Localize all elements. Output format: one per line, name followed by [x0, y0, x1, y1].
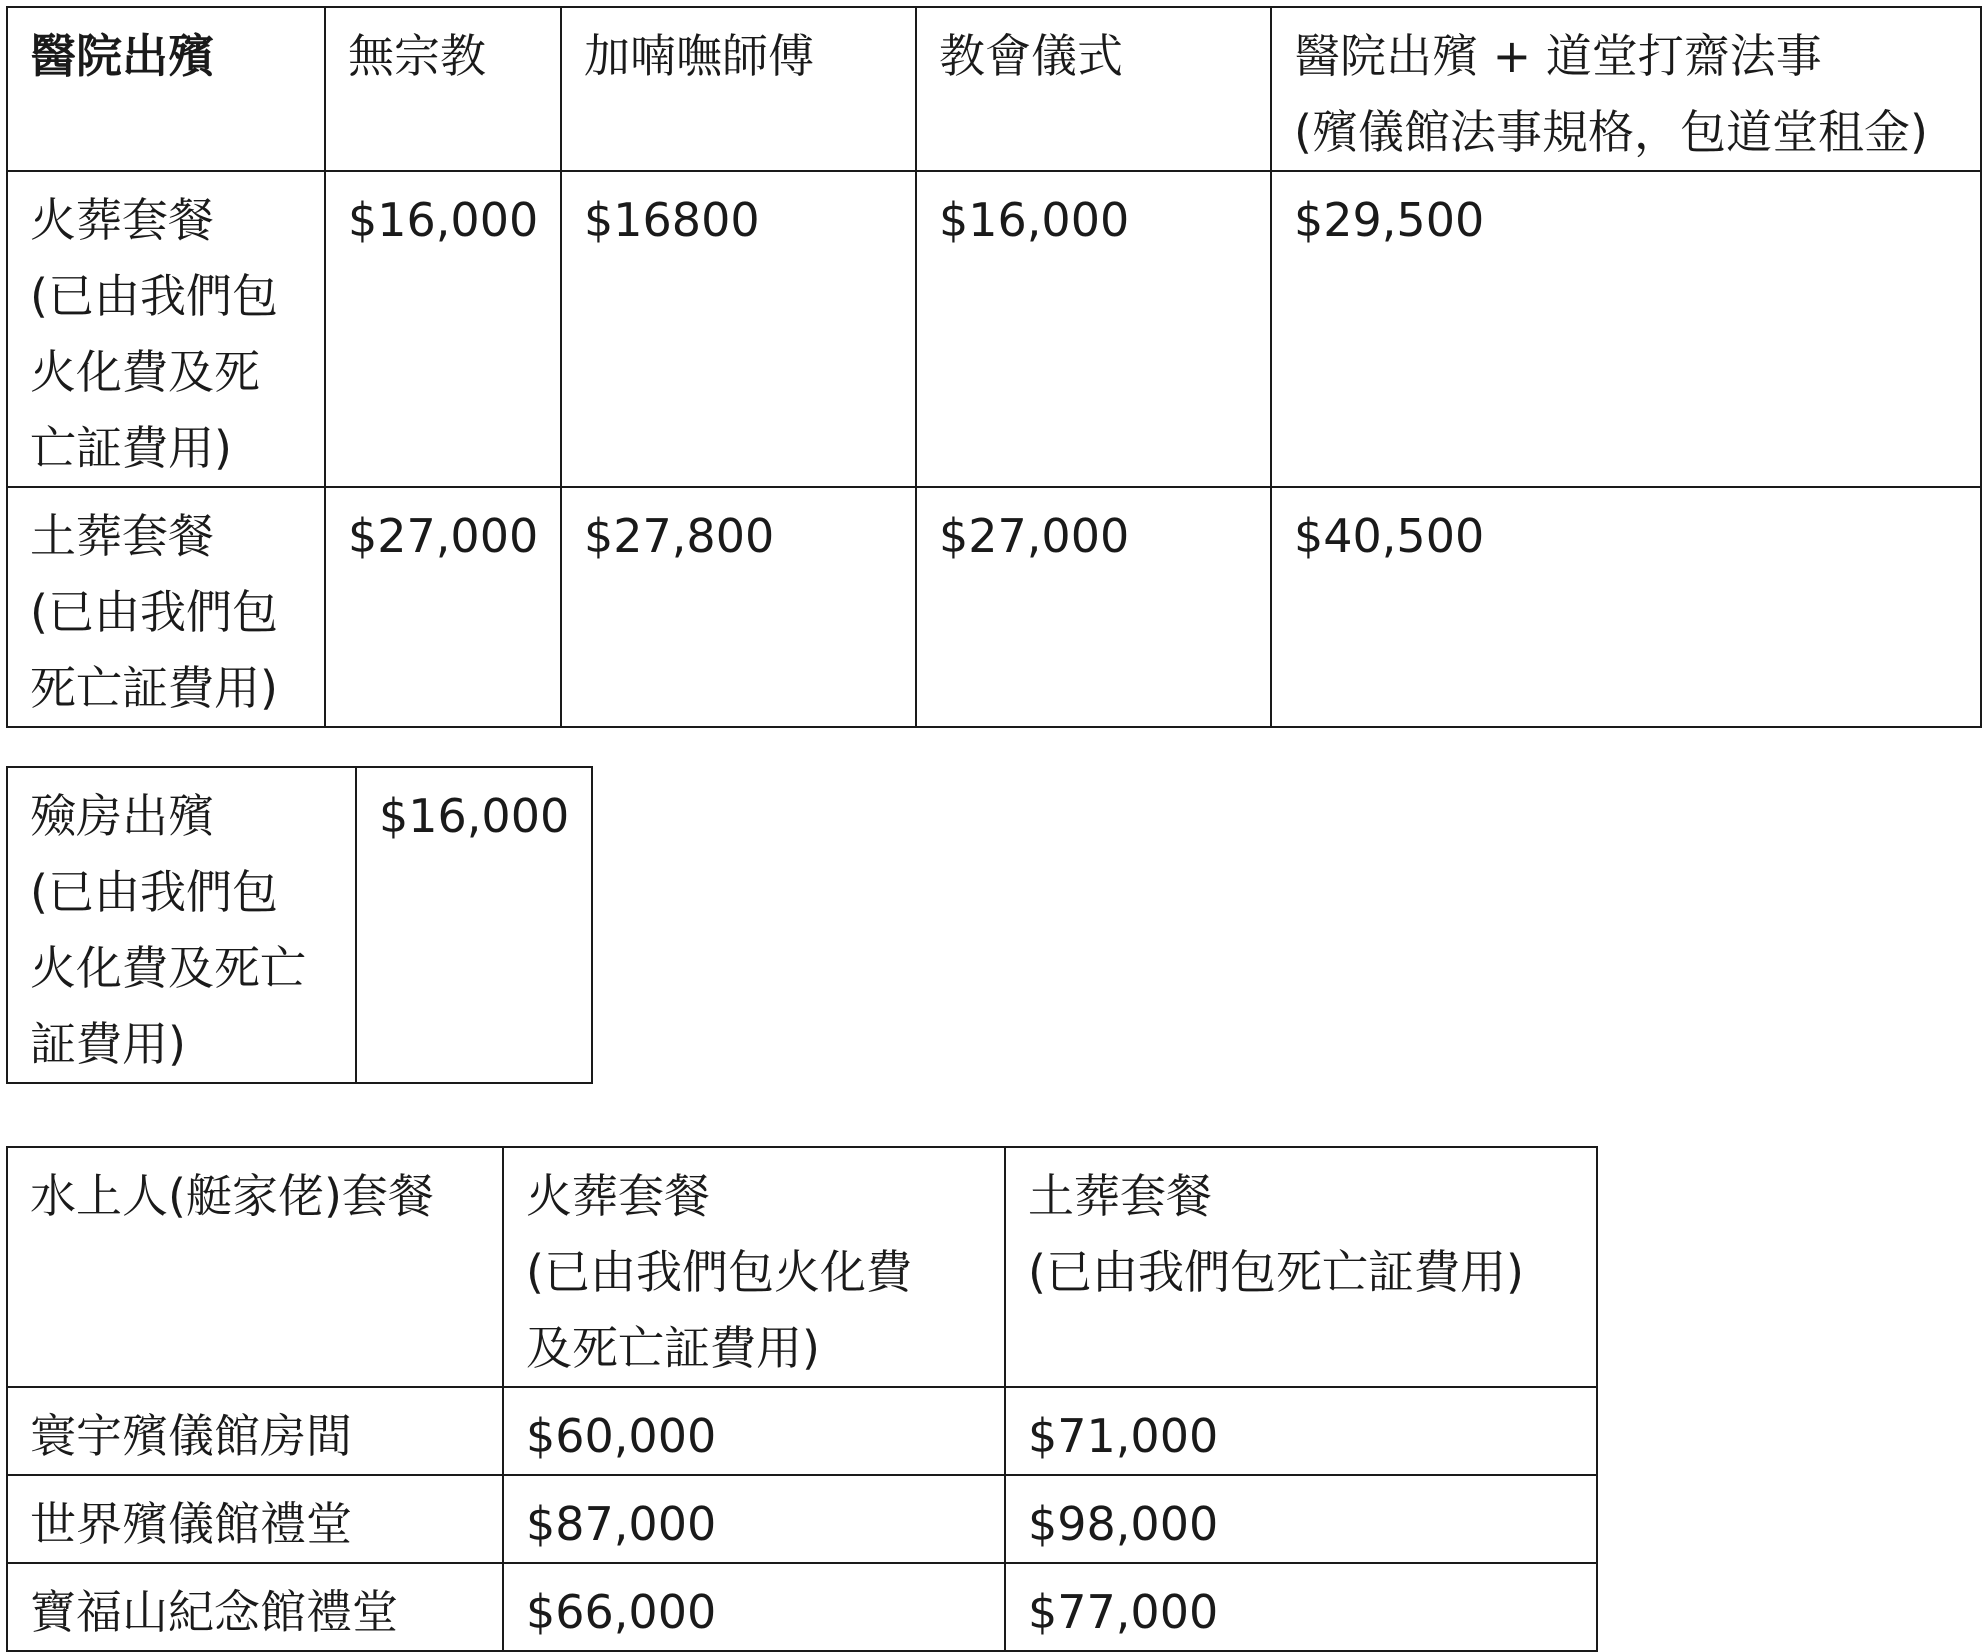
header-hospital-funeral: 醫院出殯 — [7, 7, 325, 171]
price-cell: $77,000 — [1005, 1563, 1597, 1651]
price-cell: $16,000 — [356, 767, 592, 1083]
price-cell: $66,000 — [503, 1563, 1005, 1651]
price-cell: $27,000 — [916, 487, 1271, 727]
header-church-ceremony: 教會儀式 — [916, 7, 1271, 171]
header-taoist-priest: 加喃嘸師傅 — [561, 7, 916, 171]
price-cell: $16800 — [561, 171, 916, 487]
hospital-funeral-price-table — [6, 6, 1982, 728]
table-row — [7, 487, 1981, 727]
header-hospital-plus-taoist: 醫院出殯 + 道堂打齋法事 (殯儀館法事規格，包道堂租金) — [1271, 7, 1981, 171]
price-cell: $40,500 — [1271, 487, 1981, 727]
price-cell: $16,000 — [916, 171, 1271, 487]
row-label-burial: 土葬套餐 (已由我們包 死亡証費用) — [7, 487, 325, 727]
price-cell: $71,000 — [1005, 1387, 1597, 1475]
table-header-row — [7, 1147, 1597, 1387]
header-burial-package: 土葬套餐 (已由我們包死亡証費用) — [1005, 1147, 1597, 1387]
price-cell: $87,000 — [503, 1475, 1005, 1563]
price-cell: $98,000 — [1005, 1475, 1597, 1563]
mortuary-funeral-price-table — [6, 766, 593, 1084]
price-cell: $60,000 — [503, 1387, 1005, 1475]
table-row — [7, 1475, 1597, 1563]
boat-people-package-table — [6, 1146, 1598, 1652]
table-row — [7, 171, 1981, 487]
price-cell: $16,000 — [325, 171, 561, 487]
price-cell: $27,000 — [325, 487, 561, 727]
header-no-religion: 無宗教 — [325, 7, 561, 171]
table-row — [7, 1387, 1597, 1475]
venue-cell: 寶福山紀念館禮堂 — [7, 1563, 503, 1651]
header-boat-package: 水上人(艇家佬)套餐 — [7, 1147, 503, 1387]
row-label-mortuary: 殮房出殯 (已由我們包 火化費及死亡 証費用) — [7, 767, 356, 1083]
header-cremation-package: 火葬套餐 (已由我們包火化費 及死亡証費用) — [503, 1147, 1005, 1387]
price-cell: $29,500 — [1271, 171, 1981, 487]
table-row — [7, 767, 592, 1083]
venue-cell: 寰宇殯儀館房間 — [7, 1387, 503, 1475]
venue-cell: 世界殯儀館禮堂 — [7, 1475, 503, 1563]
table-header-row — [7, 7, 1981, 171]
price-cell: $27,800 — [561, 487, 916, 727]
table-row — [7, 1563, 1597, 1651]
row-label-cremation: 火葬套餐 (已由我們包 火化費及死 亡証費用) — [7, 171, 325, 487]
